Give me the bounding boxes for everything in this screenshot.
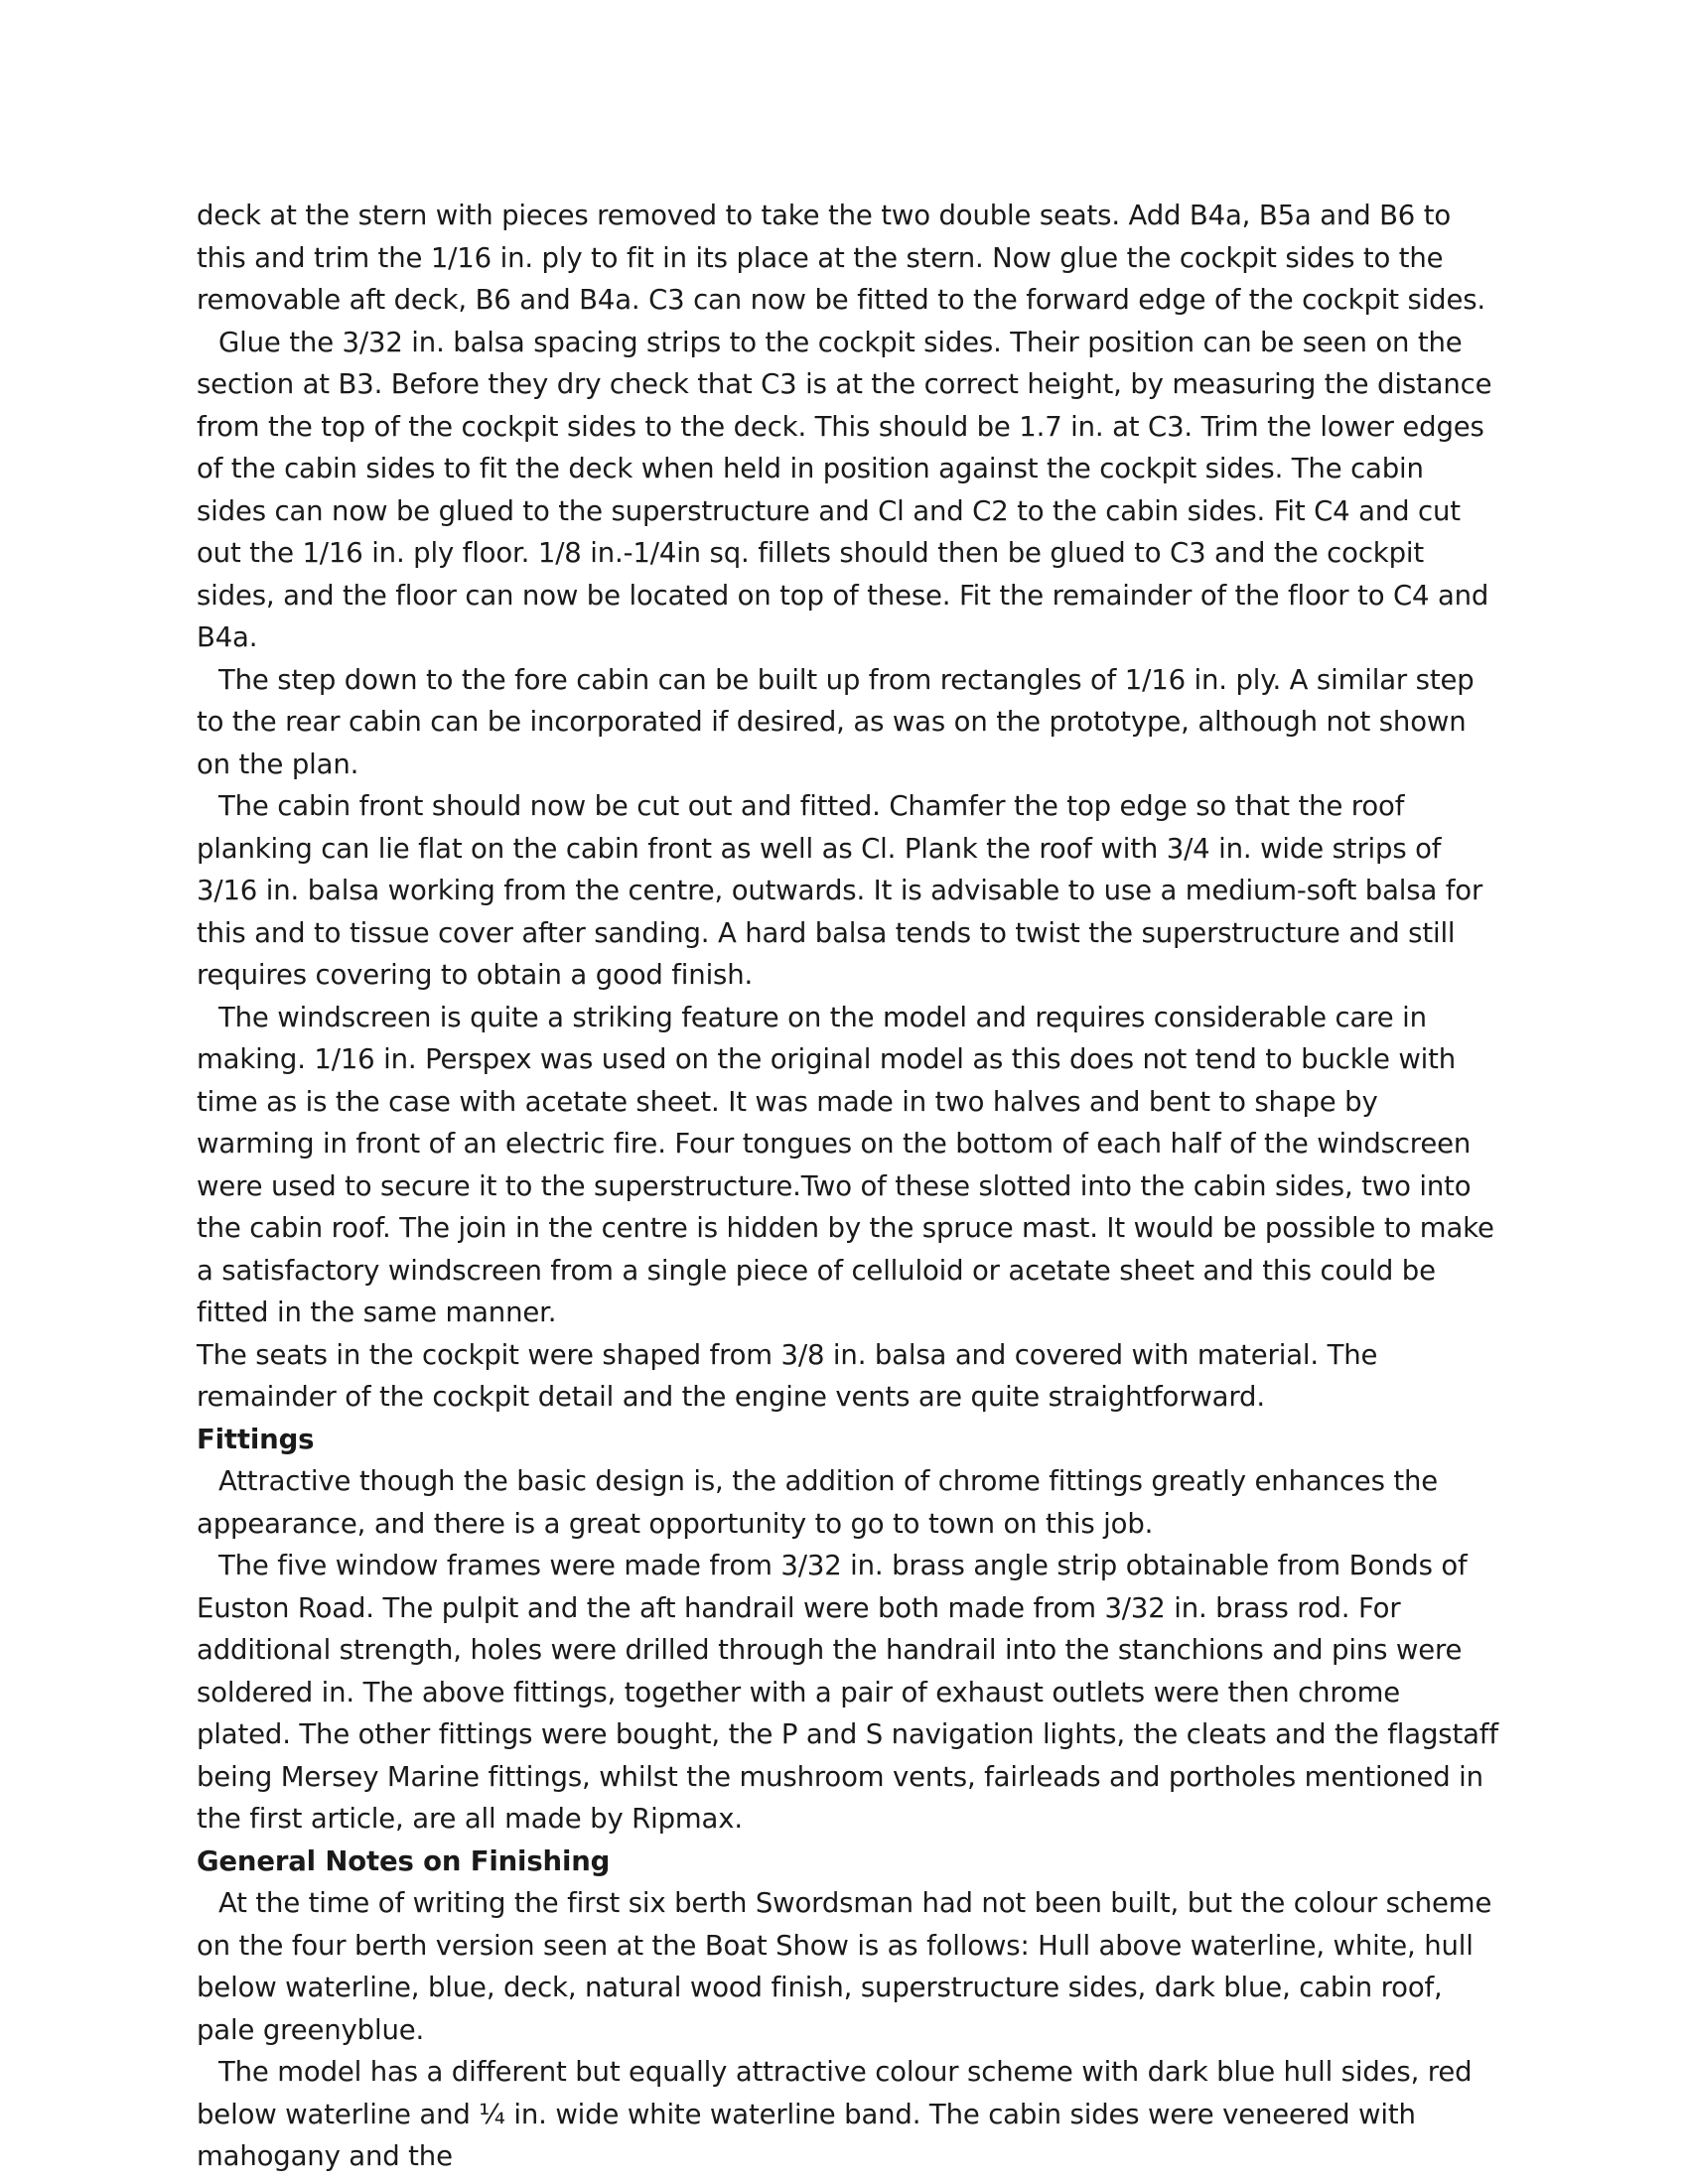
heading-fittings: Fittings [197, 1423, 315, 1455]
heading-finishing: General Notes on Finishing [197, 1844, 611, 1877]
paragraph-windscreen: The windscreen is quite a striking feature on the model and requires considerable care in making. 1/16 in. Perspex was used on the original model as this does not tend to buckle with time as is the case with acetate sheet. It was made in two halves and bent to shape by warming in front of an electric fire. Four tongues on the bottom of each half of the windscreen were used to secure it to the superstructure.Two of these slotted into the cabin sides, two into the cabin roof. The join in the centre is hidden by the spruce mast. It would be possible to make a satisfactory windscreen from a single piece of celluloid or acetate sheet and this could be fitted in the same manner. [197, 1001, 1494, 1328]
paragraph-fore-cabin-step: The step down to the fore cabin can be built up from rectangles of 1/16 in. ply. A similar step to the rear cabin can be incorporated if desired, as was on the prototype, although not shown on the plan. [197, 663, 1475, 780]
paragraph-colour-scheme: At the time of writing the first six berth Swordsman had not been built, but the colour scheme on the four berth version seen at the Boat Show is as follows: Hull above waterline, white, hull below waterline, blue, deck, natural wood finish, superstructure sides, dark blue, cabin roof, pale greenyblue. [197, 1887, 1492, 2046]
article-body [197, 195, 1499, 2178]
paragraph-model-colours: The model has a different but equally attractive colour scheme with dark blue hull sides, red below waterline and ¼ in. wide white waterline band. The cabin sides were veneered with mahogany and the [197, 2056, 1473, 2172]
paragraph-window-frames: The five window frames were made from 3/32 in. brass angle strip obtainable from Bonds of Euston Road. The pulpit and the aft handrail were both made from 3/32 in. brass rod. For additional strength, holes were drilled through the handrail into the stanchions and pins were soldered in. The above fittings, together with a pair of exhaust outlets were then chrome plated. The other fittings were bought, the P and S navigation lights, the cleats and the flagstaff being Mersey Marine fittings, whilst the mushroom vents, fairleads and portholes mentioned in the first article, are all made by Ripmax. [197, 1550, 1498, 1835]
paragraph-chrome-fittings: Attractive though the basic design is, the addition of chrome fittings greatly enhances the appearance, and there is a great opportunity to go to town on this job. [197, 1465, 1439, 1540]
paragraph-continuation: deck at the stern with pieces removed to take the two double seats. Add B4a, B5a and B6 to this and trim the 1/16 in. ply to fit in its place at the stern. Now glue the cockpit sides to the removable aft deck, B6 and B4a. C3 can now be fitted to the forward edge of the cockpit sides. [197, 200, 1485, 316]
paragraph-cockpit-seats: The seats in the cockpit were shaped from 3/8 in. balsa and covered with material. The remainder of the cockpit detail and the engine vents are quite straightforward. [197, 1338, 1378, 1413]
paragraph-cabin-front: The cabin front should now be cut out and fitted. Chamfer the top edge so that the roof planking can lie flat on the cabin front as well as Cl. Plank the roof with 3/4 in. wide strips of 3/16 in. balsa working from the centre, outwards. It is advisable to use a medium-soft balsa for this and to tissue cover after sanding. A hard balsa tends to twist the superstructure and still requires covering to obtain a good finish. [197, 790, 1483, 991]
paragraph-spacing-strips: Glue the 3/32 in. balsa spacing strips to the cockpit sides. Their position can be seen on the section at B3. Before they dry check that C3 is at the correct height, by measuring the distance from the top of the cockpit sides to the deck. This should be 1.7 in. at C3. Trim the lower edges of the cabin sides to fit the deck when held in position against the cockpit sides. The cabin sides can now be glued to the superstructure and Cl and C2 to the cabin sides. Fit C4 and cut out the 1/16 in. ply floor. 1/8 in.-1/4in sq. fillets should then be glued to C3 and the cockpit sides, and the floor can now be located on top of these. Fit the remainder of the floor to C4 and B4a. [197, 326, 1492, 653]
